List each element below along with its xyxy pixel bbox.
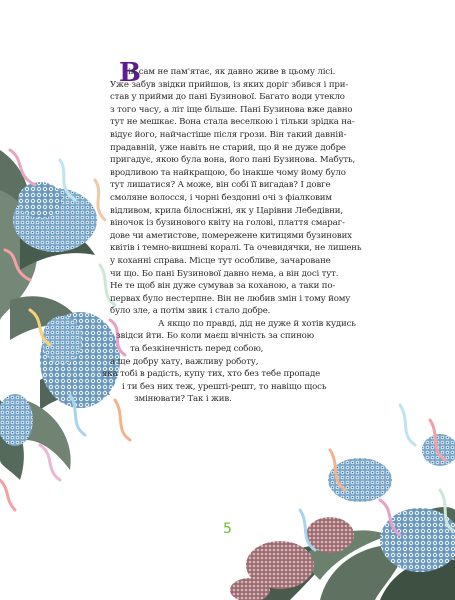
text-line: ін сам не пам'ятає, як давно живе в цьому лісі. (128, 67, 336, 77)
text-line: смоляне волосся, і чорні бездонні очі з фіалковим (110, 192, 332, 203)
text-line: дове чи аметистове, помережене китицями бузинових (110, 230, 352, 241)
text-line: став у прийми до пані Бузинової. Багато води утекло (110, 92, 345, 103)
text-line: вродливою та найкращою, бо інакше чому йому було (110, 167, 346, 178)
drop-cap: В (119, 58, 141, 88)
text-line: прадавній, уже навіть не старий, що й не дуже добре (110, 142, 346, 153)
poem-line: звідси йти. Бо коли маєш вічність за спиною (116, 331, 315, 342)
text-line: у коханні справа. Місце тут особливе, зачароване (110, 255, 331, 266)
text-line: первах було нестерпне. Він не любив змін і тому йому (110, 293, 351, 304)
text-line: віночок із бузинового квіту на голові, плаття смараг- (110, 218, 345, 229)
text-line: пригадує, якою була вона, його пані Бузинова. Мабуть, (110, 155, 356, 166)
poem-line: і ти без них теж, урешті-решт, то навіщо щось (122, 381, 327, 392)
poem-line: змінювати? Так і жив. (134, 394, 232, 405)
text-line: квітів і темно-вишневі коралі. Та очевидячки, не лишень (110, 243, 362, 254)
text-line: тут не мешкає. Вона стала веселкою і тільки зрідка на- (110, 117, 355, 128)
poem-line: та безкінечність перед собою, (130, 344, 264, 355)
poem-line: а ще добру хату, важливу роботу, (110, 356, 259, 367)
text-line: з того часу, а літ іще більше. Пані Бузинова вже давно (110, 104, 353, 115)
text-line: було зле, а потім звик і стало добре. (110, 306, 271, 317)
poem-line: А якщо по правді, дід не дуже й хотів кудись (158, 318, 356, 329)
text-line: тут лишатися? А може, він собі її вигадав? І довге (110, 180, 331, 191)
story-text (102, 66, 380, 406)
text-line: Уже забув звідки прийшов, із яких доріг збився і при- (110, 79, 349, 90)
text-line: відливом, крила білосніжні, як у Царівни Лебедівни, (110, 205, 343, 216)
poem-line: яка тобі в радість, купу тих, хто без тебе пропаде (102, 369, 321, 380)
page-number: 5 (223, 521, 232, 537)
text-line: чи що. Бо пані Бузинової давно нема, а він досі тут. (110, 268, 339, 279)
text-line: Не те щоб він дуже сумував за коханою, а таки по- (110, 281, 336, 292)
text-line: відує його, найчастіше після грози. Він такий давній- (110, 129, 347, 140)
